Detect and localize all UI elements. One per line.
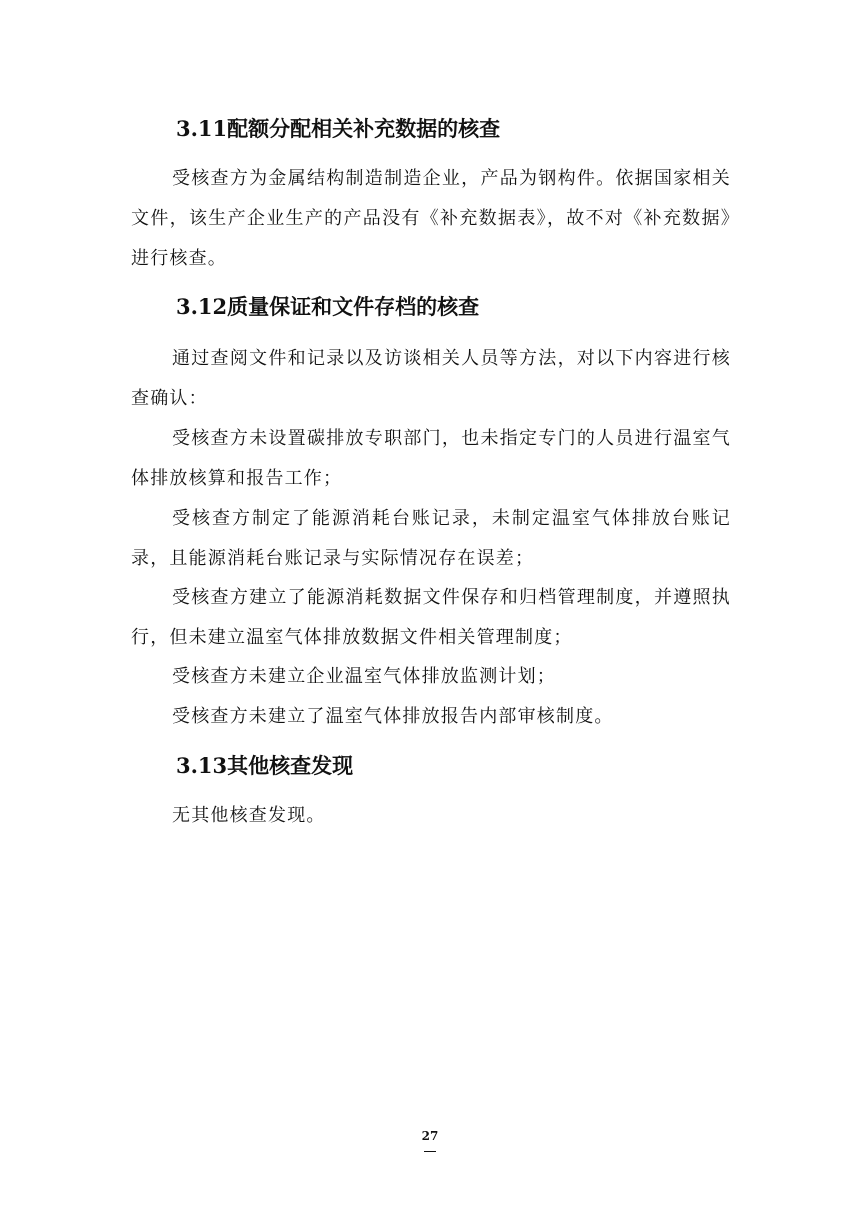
section-heading-3-13: 3.13其他核查发现 xyxy=(176,753,354,778)
paragraph-3-12-item-5: 受核查方未建立了温室气体排放报告内部审核制度。 xyxy=(172,706,614,727)
page-number: 27 xyxy=(421,1129,439,1143)
page-number-underline xyxy=(424,1151,436,1152)
paragraph-3-12-item-1: 受核查方未设置碳排放专职部门，也未指定专门的人员进行温室气体排放核算和报告工作； xyxy=(131,428,731,489)
paragraph-3-12-intro: 通过查阅文件和记录以及访谈相关人员等方法，对以下内容进行核查确认： xyxy=(131,348,731,409)
paragraph-3-12-item-2: 受核查方制定了能源消耗台账记录，未制定温室气体排放台账记录，且能源消耗台账记录与实际情况存在误差； xyxy=(131,508,731,569)
paragraph-3-13-body: 无其他核查发现。 xyxy=(172,805,326,826)
section-heading-3-12: 3.12质量保证和文件存档的核查 xyxy=(176,294,480,319)
paragraph-3-12-item-3: 受核查方建立了能源消耗数据文件保存和归档管理制度，并遵照执行，但未建立温室气体排放数据文件相关管理制度； xyxy=(131,587,731,648)
paragraph-3-12-item-4: 受核查方未建立企业温室气体排放监测计划； xyxy=(172,666,556,687)
section-heading-3-11: 3.11配额分配相关补充数据的核查 xyxy=(176,116,501,141)
paragraph-3-11-body: 受核查方为金属结构制造制造企业，产品为钢构件。依据国家相关文件，该生产企业生产的产品没有《补充数据表》，故不对《补充数据》进行核查。 xyxy=(131,168,731,269)
